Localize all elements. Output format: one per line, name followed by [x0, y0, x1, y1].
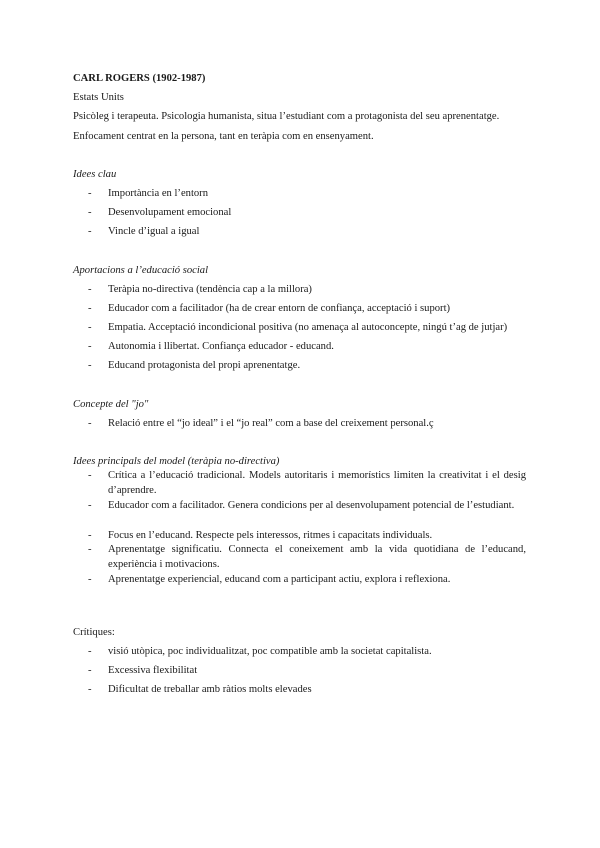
page-title: CARL ROGERS (1902-1987) [73, 73, 206, 84]
bullet-dash: - [88, 646, 92, 657]
bullet-dash: - [88, 418, 92, 429]
bullet-dash: - [88, 303, 92, 314]
ideas-heading: Idees clau [73, 169, 117, 180]
bullet-dash: - [88, 500, 92, 511]
bullet-dash: - [88, 665, 92, 676]
list-item-text: Relació entre el “jo ideal” i el “jo real” com a base del creixement personal.ç [108, 418, 434, 429]
bullet-dash: - [88, 341, 92, 352]
bullet-dash: - [88, 188, 92, 199]
list-item-text: Autonomia i llibertat. Confiança educador - educand. [108, 341, 334, 352]
list-item-text: Excessiva flexibilitat [108, 665, 198, 676]
bullet-dash: - [88, 574, 92, 585]
list-item-text: Aprenentatge significatiu. Connecta el coneixement amb la vida quotidiana de l’educand, experiència i motivacions. [108, 544, 526, 570]
list-item-text: Focus en l’educand. Respecte pels interessos, ritmes i capacitats individuals. [108, 530, 433, 541]
model-heading: Idees principals del model (teràpia no-directiva) [73, 456, 280, 467]
bullet-dash: - [88, 544, 92, 555]
bullet-dash: - [88, 684, 92, 695]
list-item-text: Educand protagonista del propi aprenentatge. [108, 360, 301, 371]
self-concept-heading: Concepte del "jo" [73, 399, 149, 410]
list-item-text: Educador com a facilitador. Genera condicions per al desenvolupament potencial de l’estudiant. [108, 500, 515, 511]
list-item-text: Educador com a facilitador (ha de crear entorn de confiança, acceptació i suport) [108, 303, 451, 314]
bullet-dash: - [88, 284, 92, 295]
critiques-heading: Crítiques: [73, 627, 115, 638]
list-item-text: Dificultat de treballar amb ràtios molts elevades [108, 684, 312, 695]
list-item-text: Empatia. Acceptació incondicional positiva (no amenaça al autoconcepte, ningú t’ag de jutjar) [108, 322, 508, 333]
description-line-1: Psicòleg i terapeuta. Psicologia humanista, situa l’estudiant com a protagonista del seu aprenentatge. [73, 111, 500, 122]
bullet-dash: - [88, 322, 92, 333]
list-item-text: Crítica a l’educació tradicional. Models autoritaris i memorístics limiten la creativitat i el desig d’aprendre. [108, 470, 526, 496]
bullet-dash: - [88, 207, 92, 218]
list-item-text: Importància en l’entorn [108, 188, 209, 199]
list-item-text: Vincle d’igual a igual [108, 226, 200, 237]
list-item-text: Teràpia no-directiva (tendència cap a la millora) [108, 284, 312, 295]
list-item-text: Aprenentatge experiencial, educand com a participant actiu, explora i reflexiona. [108, 574, 451, 585]
country-text: Estats Units [73, 92, 124, 103]
bullet-dash: - [88, 360, 92, 371]
bullet-dash: - [88, 530, 92, 541]
bullet-dash: - [88, 226, 92, 237]
list-item-text: Desenvolupament emocional [108, 207, 232, 218]
contributions-heading: Aportacions a l’educació social [73, 265, 209, 276]
bullet-dash: - [88, 470, 92, 481]
description-line-2: Enfocament centrat en la persona, tant en teràpia com en ensenyament. [73, 131, 374, 142]
list-item-text: visió utòpica, poc individualitzat, poc compatible amb la societat capitalista. [108, 646, 432, 657]
